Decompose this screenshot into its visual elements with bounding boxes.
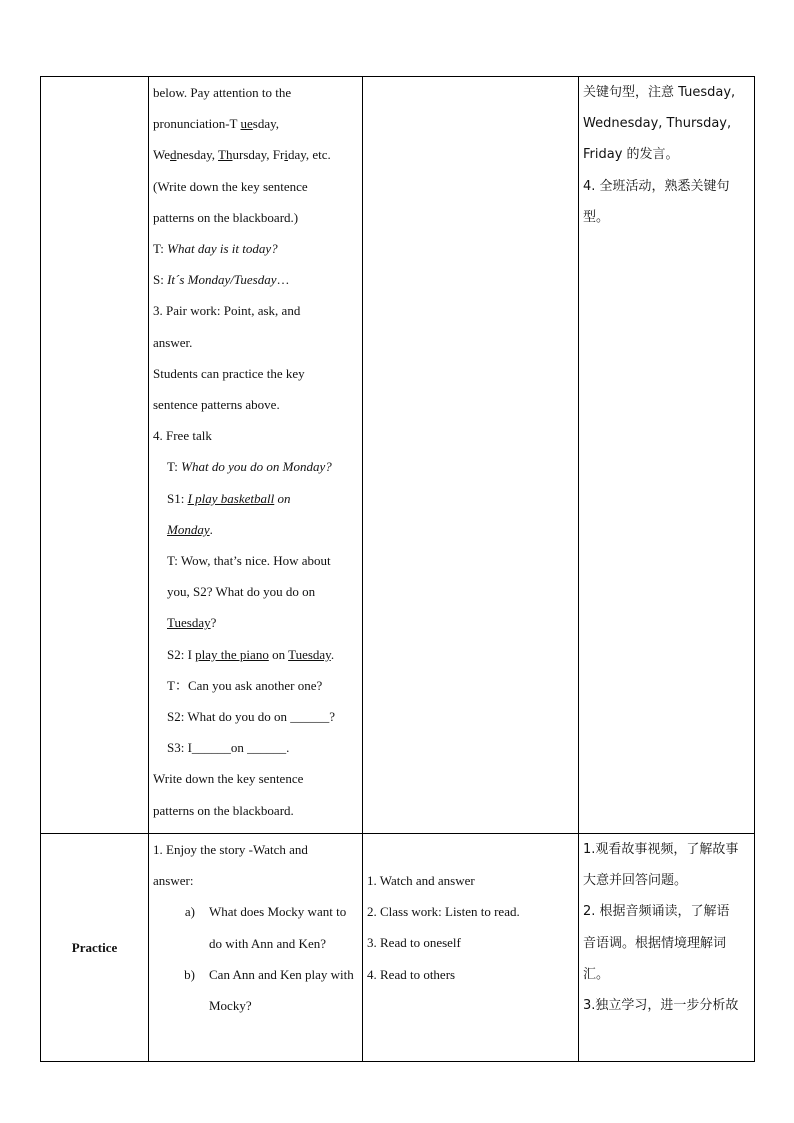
list-marker: a) (184, 904, 195, 920)
dialogue-line: Monday. (167, 521, 213, 537)
text-line: (Write down the key sentence (153, 178, 308, 194)
table-row (41, 77, 755, 834)
dialogue-line: T: What do you do on Monday? (167, 459, 332, 475)
list-item: 2. Class work: Listen to read. (367, 904, 520, 920)
text-line: 1. Enjoy the story -Watch and (153, 842, 308, 857)
teacher-activity-cell (149, 834, 363, 1062)
dialogue-line: S2: What do you do on ______? (167, 709, 336, 725)
text-line: Write down the key sentence (153, 771, 304, 787)
dialogue-line: S2: I play the piano on Tuesday. (167, 646, 335, 662)
question-text: What does Mocky want to do with Ann and Ken? (209, 904, 347, 951)
text-line: 2. 根据音频诵读，了解语 (583, 904, 730, 920)
section-cell (41, 77, 149, 834)
dialogue-line: you, S2? What do you do on (167, 584, 316, 600)
text-line: answer. (153, 334, 193, 350)
text-line: below. Pay attention to the (153, 85, 292, 100)
student-activity-cell (363, 834, 579, 1062)
text-line: 3.独立学习，进一步分析故 (583, 998, 739, 1014)
text-line: 音语调。根据情境理解词 (583, 935, 727, 951)
text-line: 大意并回答问题。 (583, 873, 688, 889)
text-line: Students can practice the key (153, 365, 305, 381)
lesson-plan-table (40, 76, 755, 1062)
teacher-activity-cell (149, 77, 363, 834)
student-activity-cell (363, 77, 579, 834)
dialogue-line: S1: I play basketball on (167, 490, 291, 506)
text-line: 关键句型，注意 Tuesday, (583, 85, 736, 100)
text-line: 1.观看故事视频，了解故事 (583, 842, 739, 857)
dialogue-line: Tuesday? (167, 615, 217, 631)
list-item: 1. Watch and answer (367, 873, 475, 888)
dialogue-line: S3: I______on ______. (167, 740, 290, 756)
text-line: 3. Pair work: Point, ask, and (153, 303, 301, 319)
table-row (41, 834, 755, 1062)
list-marker: b) (184, 966, 195, 982)
question-text: Can Ann and Ken play with Mocky? (209, 966, 354, 1014)
list-item: 3. Read to oneself (367, 935, 461, 951)
dialogue-line: S: It´s Monday/Tuesday… (153, 272, 290, 288)
text-line: answer: (153, 873, 194, 889)
text-line: sentence patterns above. (153, 397, 280, 413)
text-line: 4. 全班活动，熟悉关键句 (583, 178, 730, 194)
dialogue-line: T: Wow, that’s nice. How about (167, 553, 331, 569)
list-item: 4. Read to others (367, 966, 456, 982)
text-line: 汇。 (583, 966, 610, 982)
text-line: Friday 的发言。 (583, 147, 679, 163)
text-line: Wednesday, Thursday, Friday, etc. (153, 147, 331, 163)
purpose-cell (579, 77, 755, 834)
section-label-practice: Practice (41, 834, 149, 1062)
text-line: Wednesday, Thursday, (583, 116, 732, 132)
text-line: patterns on the blackboard.) (153, 209, 299, 225)
dialogue-line: T: What day is it today? (153, 241, 278, 257)
text-line: pronunciation-T uesday, (153, 116, 280, 132)
question-b (153, 959, 358, 1021)
dialogue-line: T：Can you ask another one? (167, 677, 323, 693)
text-line: 型。 (583, 209, 610, 225)
purpose-cell (579, 834, 755, 1062)
text-line: patterns on the blackboard. (153, 802, 294, 818)
text-line: 4. Free talk (153, 428, 212, 444)
question-a (153, 896, 358, 958)
